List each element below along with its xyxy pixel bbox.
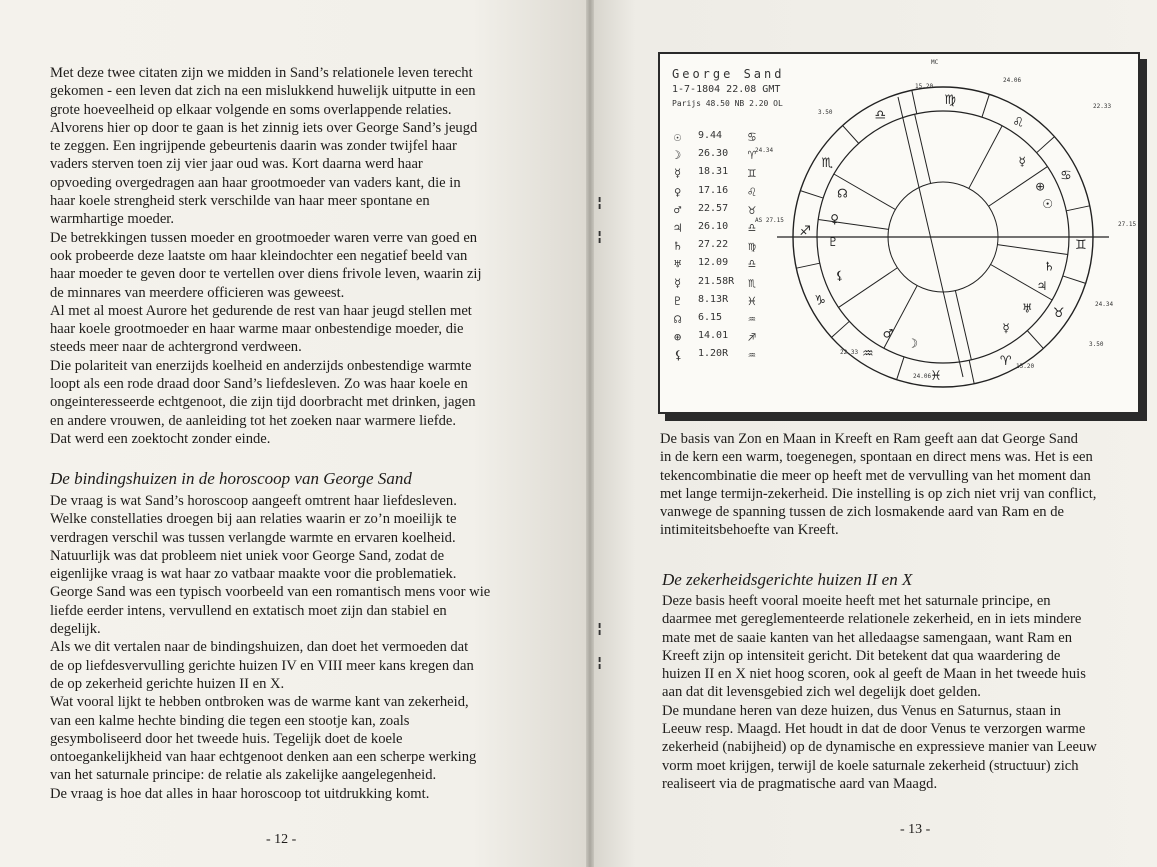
text-line: steeds meer naar de achtergrond verdween.: [50, 339, 302, 356]
sign-divider-line: [1066, 206, 1089, 211]
text-line: vorm moet krijgen, terwijl de koele saturnale zekerheid (structuur) zich: [662, 757, 1079, 774]
chart-date: 1-7-1804 22.08 GMT: [672, 84, 781, 95]
planet-degree: 17.16: [698, 184, 729, 196]
planet-glyph-icon: ♀: [674, 184, 682, 199]
gutter-mark: ╏: [596, 622, 604, 636]
planet-glyph-icon: ♅: [1021, 301, 1033, 316]
planet-glyph-icon: ⊕: [674, 330, 682, 345]
cusp-degree-label: 3.50: [818, 109, 833, 116]
text-line: haar moeder te geven door te vertellen over diens frivole leven, waarin zij: [50, 266, 482, 283]
cusp-degree-label: 22.33: [840, 349, 859, 356]
zodiac-sign-icon: ♐: [799, 223, 812, 239]
text-line: haar koele grootmoeder en haar warme maar onbestendige moeder, die: [50, 321, 464, 338]
zodiac-sign-icon: ♊: [748, 166, 756, 182]
sign-divider-line: [897, 357, 904, 380]
text-line: liefde eerder intens, vervullend en extatisch moet zijn dan stabiel en: [50, 602, 447, 619]
cusp-degree-label: MC: [931, 59, 939, 66]
text-line: eigenlijke vraag is wat haar zo vatbaar maakte voor die problematiek.: [50, 566, 457, 583]
planet-degree: 22.57: [698, 202, 729, 214]
house-cusp-line: [818, 219, 888, 229]
gutter-mark: ╏: [596, 656, 604, 670]
planet-glyph-icon: ⚸: [835, 268, 845, 283]
text-line: met lange termijn-zekerheid. Die instelling is op zich niet vrij van conflict,: [660, 485, 1097, 502]
text-line: Als we dit vertalen naar de bindingshuizen, dan doet het vermoeden dat: [50, 639, 469, 656]
planet-degree: 6.15: [698, 312, 723, 323]
text-line: Alvorens hier op door te gaan is het zinnig iets over George Sand’s jeugd: [50, 119, 478, 136]
sign-divider-line: [982, 94, 989, 117]
planet-glyph-icon: ☽: [907, 336, 919, 351]
text-line: haar koele strengheid sterk verschilde van haar meer spontane en: [50, 193, 430, 210]
zodiac-sign-icon: ♏: [748, 275, 756, 291]
text-line: loopt als een rode draad door Sand’s liefdesleven. Zo was haar koele en: [50, 376, 468, 393]
text-line: Die polariteit van enerzijds koelheid en anderzijds onbestendige warmte: [50, 357, 472, 374]
house-cusp-line: [969, 126, 1002, 189]
text-line: Natuurlijk was dat probleem niet uniek voor George Sand, zodat de: [50, 547, 445, 564]
text-line: ongeinteresseerde echtgenoot, die zijn tijd doorbracht met drinken, jagen: [50, 394, 476, 411]
page-number-12: - 12 -: [266, 832, 297, 847]
planet-degree: 21.58R: [698, 275, 735, 287]
planet-glyph-icon: ♃: [1036, 279, 1048, 294]
zodiac-sign-icon: ♈: [748, 148, 756, 164]
zodiac-sign-icon: ♍: [944, 93, 957, 109]
text-line: Dat werd een zoektocht zonder einde.: [50, 430, 271, 447]
text-line: warmhartige moeder.: [50, 211, 174, 228]
horoscope-chart: [658, 52, 1140, 414]
text-line: De basis van Zon en Maan in Kreeft en Ram geeft aan dat George Sand: [660, 431, 1078, 447]
planet-degree: 14.01: [698, 330, 729, 342]
text-line: vanwege de spanning tussen de zich losmakende aard van Ram en de: [660, 504, 1065, 521]
house-cusp-line: [997, 245, 1067, 255]
text-line: van een kalme hechte binding die tegen een stootje kan, zoals: [50, 712, 410, 729]
text-line: de minnares van meerdere officieren was geweest.: [50, 284, 345, 301]
text-line: in de kern een warm, toegenegen, spontaan en direct mens was. Het is een: [660, 449, 1093, 466]
planet-glyph-icon: ♄: [1043, 259, 1055, 274]
text-line: De betrekkingen tussen moeder en grootmoeder waren verre van goed en: [50, 229, 478, 246]
planet-degree: 9.44: [698, 130, 723, 141]
text-line: daarmee met gereglementeerde relationele zekerheid, en in iets mindere: [662, 611, 1082, 628]
sign-divider-line: [912, 90, 917, 113]
gutter-mark: ╏: [596, 230, 604, 244]
planet-glyph-icon: ♃: [674, 221, 682, 235]
text-line: zekerheid (nabijheid) op de dynamische en expressieve manier van Leeuw: [662, 739, 1097, 756]
text-line: degelijk.: [50, 621, 101, 638]
planet-glyph-icon: ♇: [827, 234, 839, 249]
planet-degree: 8.13R: [698, 293, 729, 305]
book-gutter: [586, 0, 594, 867]
text-line: ook probeerde deze laatste om haar kleindochter een negatief beeld van: [50, 247, 468, 264]
right-paragraph-2: [662, 592, 1097, 793]
planet-degree: 12.09: [698, 257, 729, 269]
text-line: vaders sterven toen zij vier jaar oud was. Kort daarna werd haar: [50, 156, 423, 173]
planet-glyph-icon: ☿: [1018, 154, 1026, 169]
right-paragraph-1: [660, 430, 1096, 540]
text-line: Met deze twee citaten zijn we midden in Sand’s relationele leven terecht: [50, 65, 473, 81]
cusp-degree-label: 24.34: [755, 147, 774, 154]
text-line: ontoegankelijkheid van haar echtgenoot denken aan een scherpe werking: [50, 749, 477, 766]
chart-wheel: [660, 54, 1138, 412]
cusp-degree-label: 24.06: [1003, 77, 1022, 84]
text-line: de op liefdesvervulling gerichte huizen IV en VIII meer kans kregen dan: [50, 657, 474, 674]
text-line: Leeuw resp. Maagd. Het houdt in dat de door Venus te verzorgen warme: [662, 721, 1086, 738]
planet-degree: 1.20R: [698, 348, 729, 360]
text-line: grote hoeveelheid op elkaar volgende en soms overlappende relaties.: [50, 101, 452, 118]
sign-divider-line: [1063, 276, 1086, 283]
text-line: mate met de saaie kanten van het alledaagse samengaan, want Ram en: [662, 629, 1073, 646]
planet-glyph-icon: ☊: [674, 312, 682, 326]
cusp-degree-label: 24.34: [1095, 301, 1114, 308]
cusp-degree-label: AS 27.15: [755, 217, 784, 224]
planet-degree: 26.10: [698, 221, 729, 232]
planet-glyph-icon: ☊: [837, 186, 848, 201]
text-line: Kreeft zijn op intensiteit gericht. Dit betekent dat qua waardering de: [662, 647, 1061, 664]
text-line: De vraag is wat Sand’s horoscoop aangeeft omtrent haar liefdesleven.: [50, 493, 457, 509]
zodiac-sign-icon: ♈: [999, 353, 1012, 369]
zodiac-sign-icon: ♓: [929, 368, 942, 384]
planet-glyph-icon: ♀: [830, 211, 840, 226]
sign-divider-line: [1027, 331, 1043, 349]
cusp-degree-label: 22.33: [1093, 103, 1112, 110]
text-line: Al met al moest Aurore het gedurende de rest van haar jeugd stellen met: [50, 302, 472, 319]
text-line: aan dat dit levensgebied zich wel degelijk doet gelden.: [662, 684, 981, 701]
sign-divider-line: [796, 263, 819, 268]
sign-divider-line: [832, 321, 850, 337]
text-line: Welke constellaties droegen bij aan relaties waarin er zo’n moeilijk te: [50, 511, 457, 528]
text-line: George Sand was een typisch voorbeeld van een romantisch mens voor wie: [50, 584, 491, 601]
planet-glyph-icon: ☽: [674, 148, 682, 163]
cusp-degree-label: 3.50: [1089, 341, 1104, 348]
zodiac-sign-icon: ♓: [748, 293, 756, 309]
text-line: De mundane heren van deze huizen, dus Venus en Saturnus, staan in: [662, 702, 1061, 719]
house-cusp-line: [915, 114, 931, 183]
zodiac-sign-icon: ♉: [748, 202, 756, 218]
text-line: opvoeding overgedragen aan haar grootmoeder van vaders kant, die in: [50, 174, 461, 191]
planet-glyph-icon: ♅: [674, 257, 682, 272]
left-paragraph-1: [50, 64, 482, 448]
text-line: De vraag is hoe dat alles in haar horoscoop tot uitdrukking komt.: [50, 785, 430, 802]
section-heading-zekerheidsgerichte: De zekerheidsgerichte huizen II en X: [662, 570, 913, 589]
text-line: Wat vooral lijkt te hebben ontbroken was de warme kant van zekerheid,: [50, 694, 469, 711]
planet-glyph-icon: ☿: [1002, 321, 1010, 336]
planet-degree: 27.22: [698, 239, 729, 251]
planet-glyph-icon: ⊕: [1035, 179, 1046, 194]
sign-divider-line: [1037, 137, 1055, 153]
zodiac-sign-icon: ♑: [814, 293, 826, 309]
zodiac-sign-icon: ♋: [1060, 168, 1072, 184]
text-line: tekencombinatie die meer op heeft met de vervulling van het moment dan: [660, 467, 1091, 484]
planet-glyph-icon: ☿: [674, 166, 682, 181]
zodiac-sign-icon: ♒: [748, 312, 756, 327]
zodiac-sign-icon: ♍: [748, 239, 756, 255]
zodiac-sign-icon: ♋: [748, 130, 756, 145]
planet-glyph-icon: ⚸: [674, 348, 683, 363]
zodiac-sign-icon: ♒: [748, 348, 756, 364]
planet-glyph-icon: ♄: [674, 239, 682, 254]
text-line: realiseert via de pragmatische aard van Maagd.: [662, 775, 938, 792]
planet-degree: 26.30: [698, 148, 729, 160]
zodiac-sign-icon: ♎: [748, 221, 756, 236]
house-cusp-line: [839, 268, 898, 308]
planet-degree: 18.31: [698, 166, 729, 178]
sign-divider-line: [969, 360, 974, 383]
zodiac-sign-icon: ♌: [1012, 115, 1024, 131]
page-number-13: - 13 -: [900, 822, 931, 837]
planet-glyph-icon: ☉: [674, 130, 682, 144]
planet-glyph-icon: ☉: [1042, 197, 1053, 212]
planet-glyph-icon: ☿: [674, 275, 682, 290]
gutter-mark: ╏: [596, 196, 604, 210]
chart-place: Parijs 48.50 NB 2.20 OL: [672, 99, 783, 108]
cusp-degree-label: 27.15: [1118, 221, 1137, 228]
house-cusp-line: [955, 291, 971, 360]
zodiac-sign-icon: ♎: [748, 257, 756, 273]
left-paragraph-2: [50, 492, 490, 803]
cusp-degree-label: 15.20: [1016, 363, 1035, 370]
zodiac-sign-icon: ♏: [821, 155, 834, 171]
planet-glyph-icon: ♇: [674, 293, 682, 308]
sign-divider-line: [800, 191, 823, 198]
cusp-degree-label: 15.20: [915, 83, 934, 90]
zodiac-sign-icon: ♐: [748, 330, 756, 346]
cusp-degree-label: 24.06: [913, 373, 932, 380]
text-line: verdragen verschil was tussen verlangde warmte en ervaren koelheid.: [50, 529, 456, 546]
text-line: gesymboliseerd door het tweede huis. Tegelijk doet de koele: [50, 730, 403, 747]
text-line: Deze basis heeft vooral moeite heeft met het saturnale principe, en: [662, 593, 1051, 609]
text-line: van het saturnale principe: de relatie als zakelijke aangelegenheid.: [50, 767, 437, 784]
text-line: gekomen - een leven dat zich na een mislukkend huwelijk uitputte in een: [50, 83, 476, 100]
zodiac-sign-icon: ♊: [1074, 238, 1087, 254]
text-line: de op zekerheid gerichte huizen II en X.: [50, 675, 285, 692]
zodiac-sign-icon: ♉: [1052, 306, 1065, 322]
sign-divider-line: [843, 126, 859, 144]
text-line: en andere vrouwen, de aanleiding tot het zoeken naar warmere liefde.: [50, 412, 456, 429]
text-line: huizen II en X niet hoog scoren, ook al geeft de Maan in het tweede huis: [662, 666, 1086, 683]
section-heading-bindingshuizen: De bindingshuizen in de horoscoop van George Sand: [50, 469, 412, 488]
planet-glyph-icon: ♂: [674, 202, 682, 217]
chart-name: George Sand: [672, 67, 785, 81]
zodiac-sign-icon: ♒: [862, 346, 874, 362]
zodiac-sign-icon: ♎: [874, 108, 887, 124]
planet-glyph-icon: ♂: [882, 326, 894, 341]
zodiac-sign-icon: ♌: [748, 184, 756, 200]
text-line: intimiteitsbehoefte van Kreeft.: [660, 522, 839, 539]
text-line: te zeggen. Een ingrijpende gebeurtenis daarin was zonder twijfel haar: [50, 138, 457, 155]
